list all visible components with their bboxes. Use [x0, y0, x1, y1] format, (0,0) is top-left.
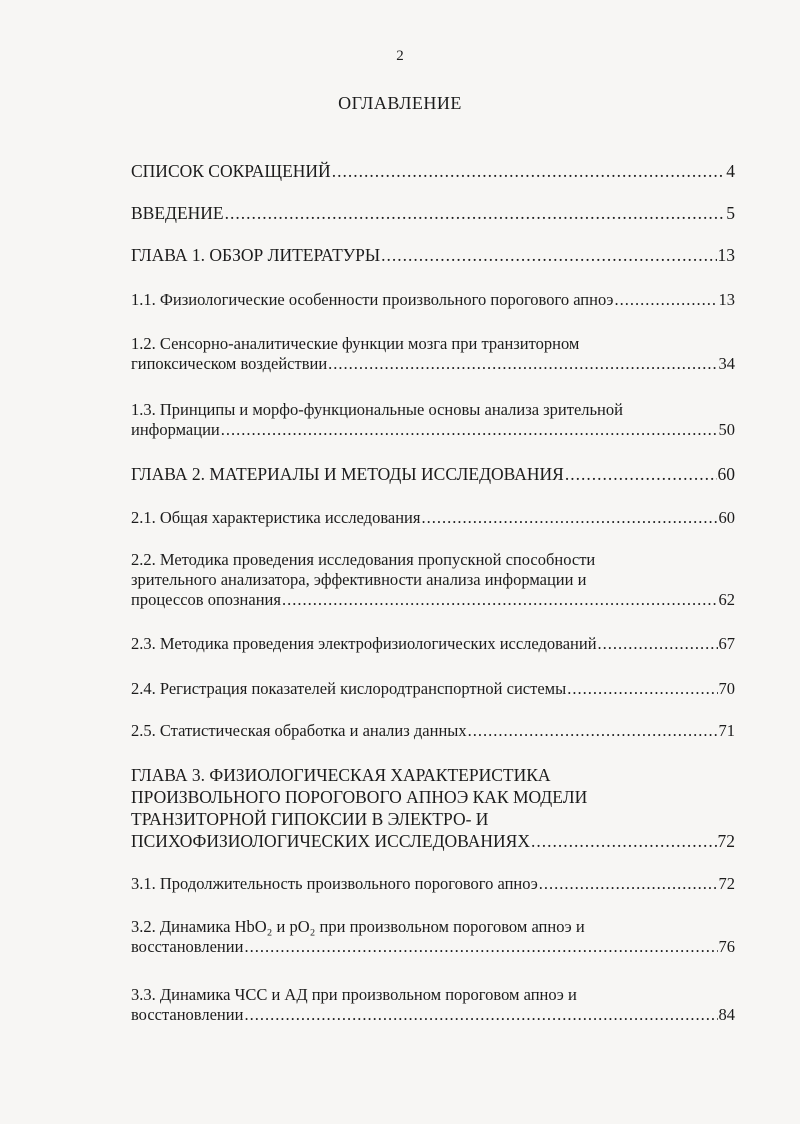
toc-entry	[131, 874, 735, 894]
dot-leader	[381, 244, 716, 266]
toc-line	[131, 721, 735, 741]
toc-page-number: 4	[726, 161, 735, 181]
dot-leader	[332, 160, 726, 182]
toc-line	[131, 160, 735, 182]
toc-entry-title: ПРОИЗВОЛЬНОГО ПОРОГОВОГО АПНОЭ КАК МОДЕЛИ	[131, 787, 588, 807]
toc-page-number: 34	[718, 354, 735, 373]
toc-entry-title: 2.2. Методика проведения исследования пропускной способности	[131, 550, 596, 569]
toc-entry-title: 3.2. Динамика HbO₂ и pO₂ при произвольном пороговом апноэ и	[131, 917, 585, 936]
toc-entry	[131, 508, 735, 528]
toc-entry	[131, 400, 735, 440]
toc-entry-title: ГЛАВА 2. МАТЕРИАЛЫ И МЕТОДЫ ИССЛЕДОВАНИЯ	[131, 464, 564, 484]
toc-entry	[131, 985, 735, 1025]
toc-entry-title: 2.1. Общая характеристика исследования	[131, 508, 421, 527]
toc-entry	[131, 334, 735, 374]
toc-page-number: 13	[717, 245, 735, 265]
dot-leader	[221, 420, 718, 440]
toc-page-number: 60	[717, 464, 735, 484]
dot-leader	[282, 590, 718, 610]
toc-entry-title: ГЛАВА 3. ФИЗИОЛОГИЧЕСКАЯ ХАРАКТЕРИСТИКА	[131, 765, 551, 785]
toc-page-number: 67	[718, 634, 735, 653]
toc-line	[131, 590, 735, 610]
toc-entry-title: 3.1. Продолжительность произвольного порогового апноэ	[131, 874, 538, 893]
toc-page-number: 71	[718, 721, 735, 740]
toc-line	[131, 937, 735, 957]
toc-entry	[131, 634, 735, 654]
toc-line	[131, 508, 735, 528]
dot-leader	[615, 290, 718, 310]
toc-page-number: 76	[718, 937, 735, 956]
toc-page-number: 62	[718, 590, 735, 609]
toc-entry-title: восстановлении	[131, 1005, 244, 1024]
dot-leader	[244, 937, 717, 957]
toc-entry-title: информации	[131, 420, 220, 439]
dot-leader	[539, 874, 718, 894]
dot-leader	[225, 202, 726, 224]
dot-leader	[567, 679, 717, 699]
toc-page-number: 50	[718, 420, 735, 439]
toc-line	[131, 420, 735, 440]
dot-leader	[421, 508, 717, 528]
toc-entry-title: 3.3. Динамика ЧСС и АД при произвольном пороговом апноэ и	[131, 985, 577, 1004]
toc-entry	[131, 463, 735, 485]
toc-line	[131, 463, 735, 485]
dot-leader	[328, 354, 717, 374]
toc-line	[131, 290, 735, 310]
toc-page-number: 60	[718, 508, 735, 527]
toc-entry-title: восстановлении	[131, 937, 244, 956]
toc-line	[131, 354, 735, 374]
toc-page-number: 72	[718, 874, 735, 893]
dot-leader	[598, 634, 718, 654]
toc-entry-title: 2.3. Методика проведения электрофизиологических исследований	[131, 634, 597, 653]
toc-entry-title: 1.3. Принципы и морфо-функциональные основы анализа зрительной	[131, 400, 623, 419]
toc-entry-title: 1.2. Сенсорно-аналитические функции мозга при транзиторном	[131, 334, 580, 353]
toc-entry-title: 2.5. Статистическая обработка и анализ данных	[131, 721, 467, 740]
toc-entry	[131, 550, 735, 610]
toc-page-number: 84	[718, 1005, 735, 1024]
toc-line	[131, 244, 735, 266]
toc-line	[131, 1005, 735, 1025]
toc-page-number: 5	[726, 203, 735, 223]
toc-page-number: 13	[718, 290, 735, 309]
toc-entry-title: гипоксическом воздействии	[131, 354, 328, 373]
toc-entry	[131, 917, 735, 957]
toc-entry	[131, 764, 735, 852]
toc-entry	[131, 244, 735, 266]
toc-line	[131, 874, 735, 894]
toc-entry-title: СПИСОК СОКРАЩЕНИЙ	[131, 161, 331, 181]
toc-entry-title: процессов опознания	[131, 590, 281, 609]
toc-entry-title: 1.1. Физиологические особенности произвольного порогового апноэ	[131, 290, 614, 309]
toc-page-number: 70	[718, 679, 735, 698]
toc-entry-title: ВВЕДЕНИЕ	[131, 203, 224, 223]
dot-leader	[531, 830, 717, 852]
toc-entry-title: ГЛАВА 1. ОБЗОР ЛИТЕРАТУРЫ	[131, 245, 381, 265]
toc-page-number: 72	[717, 831, 735, 851]
dot-leader	[468, 721, 718, 741]
toc-line	[131, 830, 735, 852]
toc-entry	[131, 679, 735, 699]
toc-entry	[131, 160, 735, 182]
toc-title: ОГЛАВЛЕНИЕ	[338, 93, 462, 113]
toc-entry	[131, 290, 735, 310]
toc-line	[131, 634, 735, 654]
dot-leader	[244, 1005, 717, 1025]
toc-line	[131, 679, 735, 699]
toc-entry	[131, 721, 735, 741]
dot-leader	[565, 463, 717, 485]
toc-entry-title: ПСИХОФИЗИОЛОГИЧЕСКИХ ИССЛЕДОВАНИЯХ	[131, 831, 530, 851]
toc-entry	[131, 202, 735, 224]
toc-line	[131, 202, 735, 224]
toc-entry-title: 2.4. Регистрация показателей кислородтранспортной системы	[131, 679, 567, 698]
toc-entry-title: ТРАНЗИТОРНОЙ ГИПОКСИИ В ЭЛЕКТРО- И	[131, 809, 489, 829]
toc-entry-title: зрительного анализатора, эффективности анализа информации и	[131, 570, 587, 589]
page-number: 2	[396, 48, 404, 64]
